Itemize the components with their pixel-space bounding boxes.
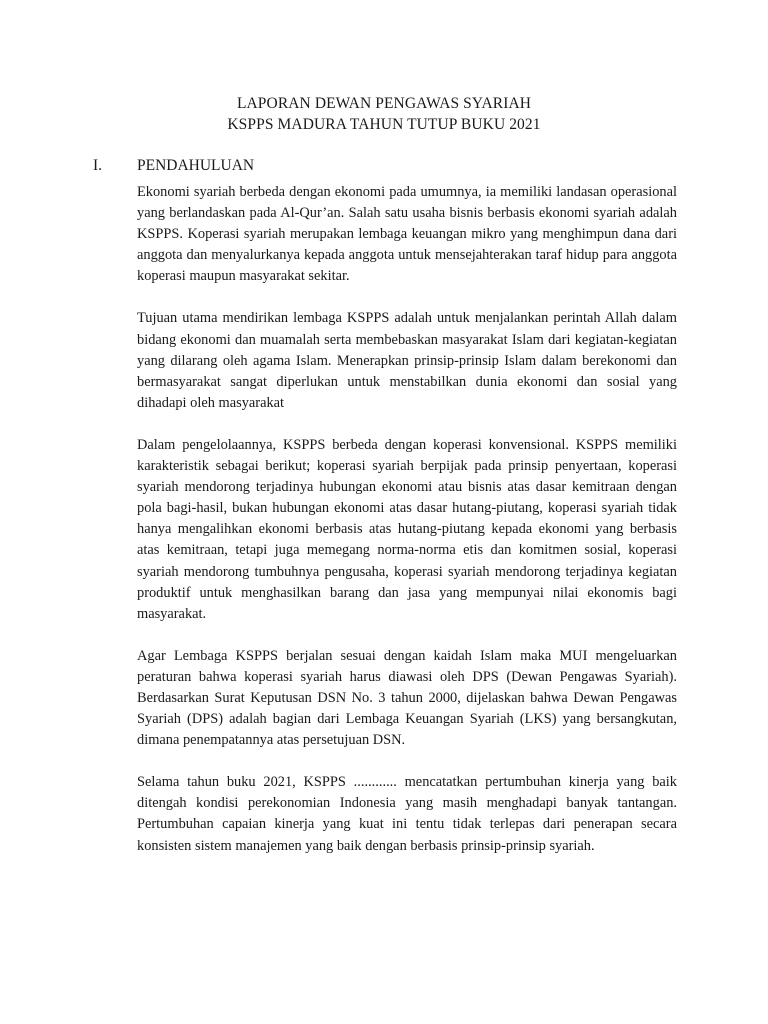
title-line-2: KSPPS MADURA TAHUN TUTUP BUKU 2021: [227, 116, 541, 133]
paragraph-3: Dalam pengelolaannya, KSPPS berbeda dengan koperasi konvensional. KSPPS memiliki karakteristik sebagai berikut; koperasi syariah berpijak pada prinsip penyertaan, koperasi syariah mendorong terjadinya hubungan ekonomi atau bisnis atas dasar kemitraan dengan pola bagi-hasil, bukan hubungan ekonomi atas dasar hutang-piutang, koperasi syariah tidak hanya mengalihkan ekonomi berbasis atas hutang-piutang kepada ekonomi yang berbasis atas kemitraan, tetapi juga memegang norma-norma etis dan komitmen sosial, koperasi syariah mendorong tumbuhnya pengusaha, koperasi syariah mendorong terjadinya kegiatan produktif untuk menghasilkan barang dan jasa yang mempunyai nilai ekonomis bagi masyarakat.: [137, 436, 677, 622]
paragraph-2: Tujuan utama mendirikan lembaga KSPPS adalah untuk menjalankan perintah Allah dalam bidang ekonomi dan muamalah serta membebaskan masyarakat Islam dari kegiatan-kegiatan yang dilarang oleh agama Islam. Menerapkan prinsip-prinsip Islam dalam berekonomi dan bermasyarakat sangat diperlukan untuk menstabilkan dunia ekonomi dan sosial yang dihadapi oleh masyarakat: [137, 310, 677, 411]
title-line-1: LAPORAN DEWAN PENGAWAS SYARIAH: [236, 95, 532, 112]
section-title: PENDAHULUAN: [137, 157, 255, 174]
section-number: I.: [93, 157, 103, 174]
section-body: [137, 182, 677, 878]
paragraph-5: Selama tahun buku 2021, KSPPS ............ mencatatkan pertumbuhan kinerja yang baik ditengah kondisi perekonomian Indonesia yang masih menghadapi banyak tantangan. Pertumbuhan capaian kinerja yang kuat ini tentu tidak terlepas dari penerapan secara konsisten sistem manajemen yang baik dengan berbasis prinsip-prinsip syariah.: [137, 774, 677, 854]
document-title: [0, 93, 768, 135]
paragraph-4: Agar Lembaga KSPPS berjalan sesuai dengan kaidah Islam maka MUI mengeluarkan peraturan bahwa koperasi syariah harus diawasi oleh DPS (Dewan Pengawas Syariah). Berdasarkan Surat Keputusan DSN No. 3 tahun 2000, dijelaskan bahwa Dewan Pengawas Syariah (DPS) adalah bagian dari Lembaga Keuangan Syariah (LKS) yang bersangkutan, dimana penempatannya atas persetujuan DSN.: [137, 647, 677, 749]
paragraph-1: Ekonomi syariah berbeda dengan ekonomi pada umumnya, ia memiliki landasan operasional yang berlandaskan pada Al-Qur’an. Salah satu usaha bisnis berbasis ekonomi syariah adalah KSPPS. Koperasi syariah merupakan lembaga keuangan mikro yang menghimpun dana dari anggota dan menyalurkanya kepada anggota untuk mensejahterakan taraf hidup para anggota koperasi maupun masyarakat sekitar.: [137, 184, 677, 285]
